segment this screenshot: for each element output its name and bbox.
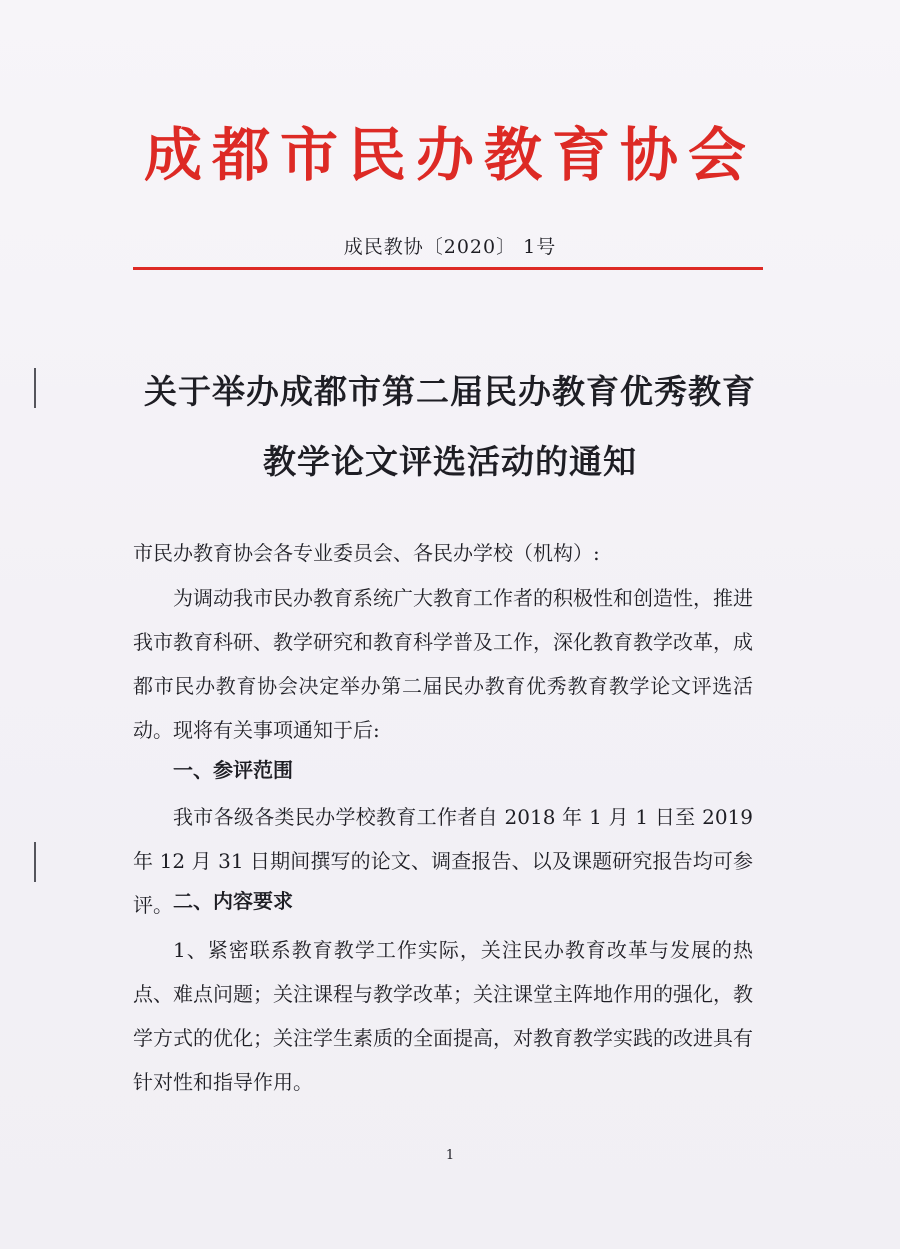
binding-mark-top — [34, 368, 36, 408]
section2-heading: 二、内容要求 — [173, 889, 293, 913]
letterhead-divider — [133, 267, 763, 270]
document-number: 成民教协〔2020〕 1号 — [343, 236, 557, 258]
section1-heading: 一、参评范围 — [173, 758, 293, 782]
notice-title-line1: 关于举办成都市第二届民办教育优秀教育 — [144, 372, 756, 411]
recipient-line: 市民办教育协会各专业委员会、各民办学校（机构）: — [133, 541, 600, 565]
page-number: 1 — [445, 1148, 455, 1163]
org-letterhead: 成都市民办教育协会 — [143, 121, 756, 189]
section2-item1-paragraph: 1、紧密联系教育教学工作实际，关注民办教育改革与发展的热点、难点问题；关注课程与教学改革；关注课堂主阵地作用的强化，教学方式的优化；关注学生素质的全面提高，对教育教学实践的改进具有针对性和指导作用。 — [133, 938, 753, 1094]
notice-title-line2: 教学论文评选活动的通知 — [263, 442, 637, 481]
binding-mark-bottom — [34, 842, 36, 882]
intro-paragraph: 为调动我市民办教育系统广大教育工作者的积极性和创造性，推进我市教育科研、教学研究和教育科学普及工作，深化教育教学改革，成都市民办教育协会决定举办第二届民办教育优秀教育教学论文评选活动。现将有关事项通知于后: — [133, 586, 753, 742]
section1-paragraph: 我市各级各类民办学校教育工作者自 2018 年 1 月 1 日至 2019 年 12 月 31 日期间撰写的论文、调查报告、以及课题研究报告均可参评。 — [133, 805, 753, 917]
